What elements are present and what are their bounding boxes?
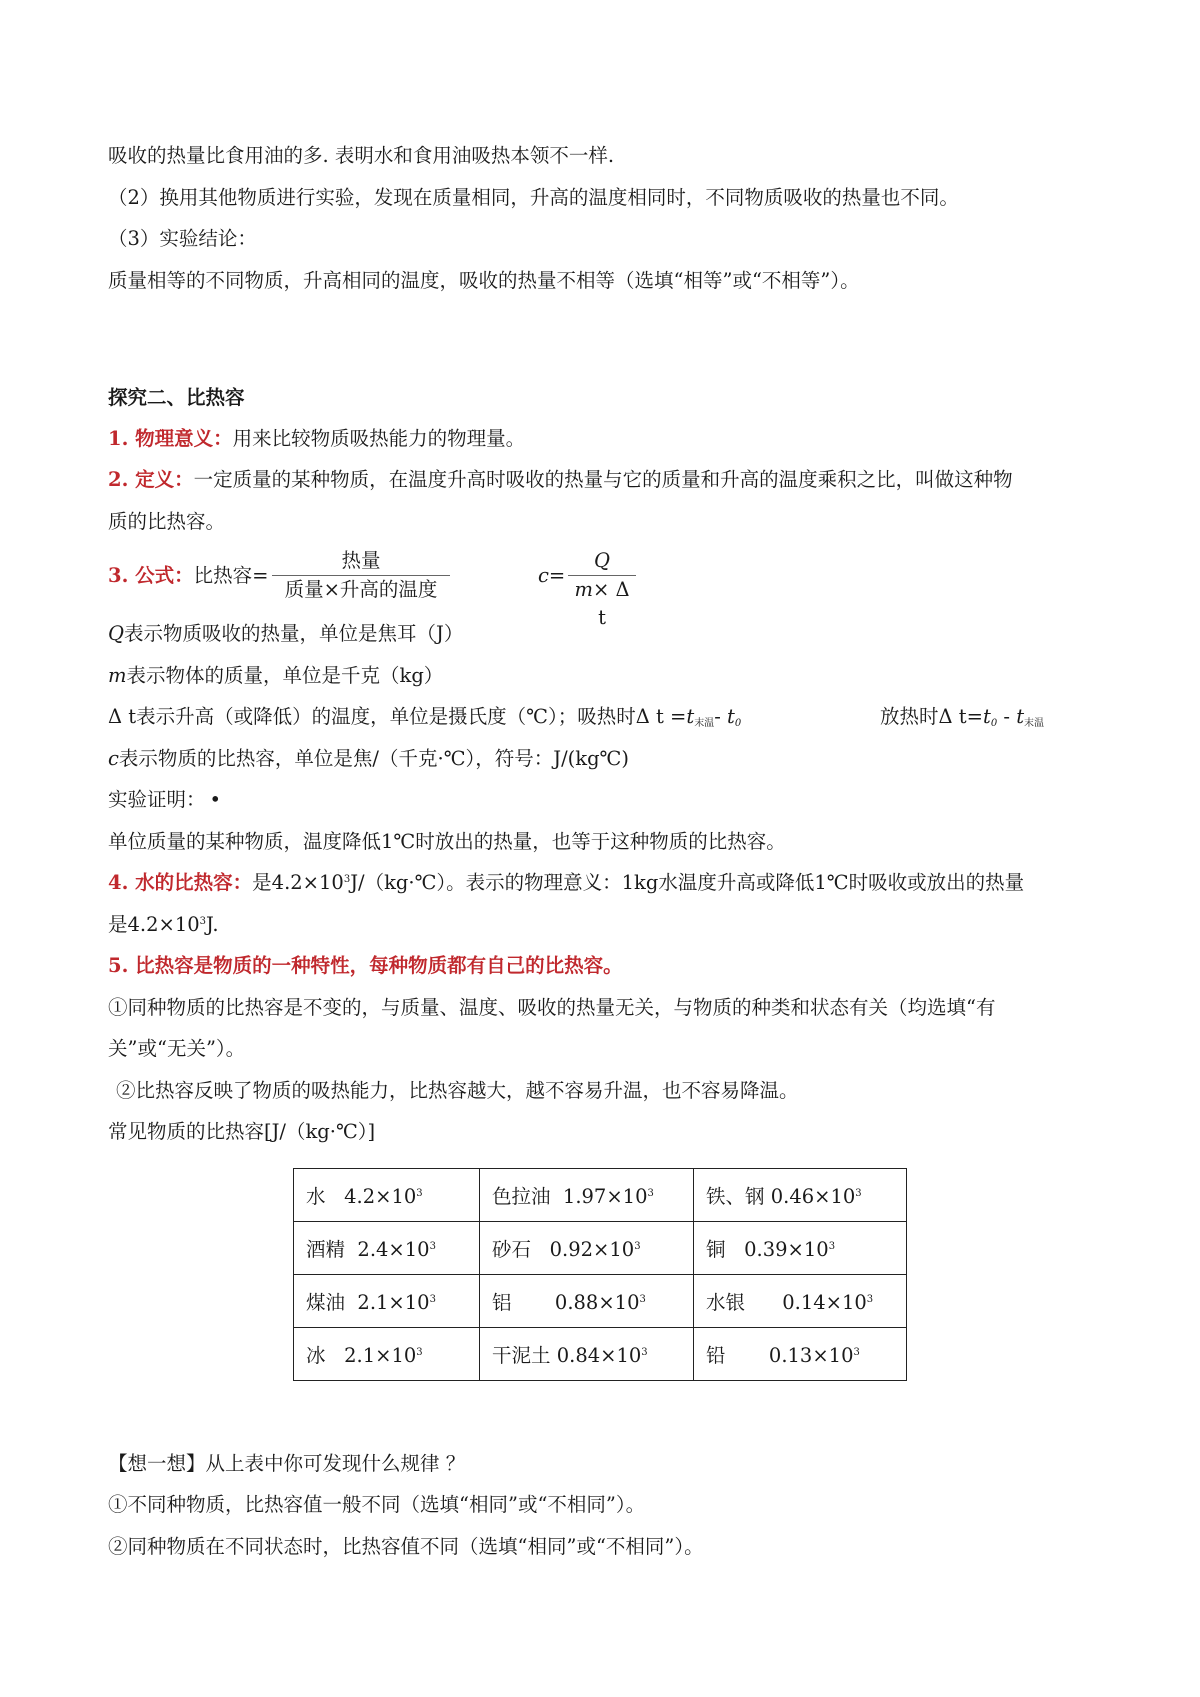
value-gap bbox=[345, 1291, 357, 1314]
value-gap bbox=[531, 1238, 550, 1261]
dt-sub1: 末温 bbox=[694, 718, 715, 729]
formula-prefix: 比热容= bbox=[193, 564, 269, 587]
heat-exponent: 3 bbox=[853, 1347, 860, 1358]
dt-minus: - bbox=[714, 705, 727, 728]
release-t1: t bbox=[1016, 705, 1025, 728]
heat-value: 1.97×10 bbox=[562, 1185, 648, 1208]
table-cell bbox=[294, 1169, 480, 1222]
table-cell bbox=[694, 1169, 907, 1222]
property-point-2: ②比热容反映了物质的吸热能力，比热容越大，越不容易升温，也不容易降温。 bbox=[116, 1079, 799, 1102]
property-point-1-cont: 关”或“无关”）。 bbox=[108, 1037, 246, 1060]
word-fraction-denominator: 质量×升高的温度 bbox=[272, 575, 450, 604]
proof-dot: • bbox=[209, 788, 222, 811]
c-symbol: c bbox=[108, 747, 119, 770]
heat-value: 0.84×10 bbox=[556, 1344, 642, 1367]
formula-c: c bbox=[538, 564, 549, 587]
table-row bbox=[294, 1169, 907, 1222]
table-cell bbox=[480, 1169, 694, 1222]
table-cell bbox=[694, 1222, 907, 1275]
intro-line-2: （2）换用其他物质进行实验，发现在质量相同，升高的温度相同时，不同物质吸收的热量也不同。 bbox=[108, 186, 959, 209]
word-fraction bbox=[272, 547, 450, 604]
heat-value: 0.39×10 bbox=[744, 1238, 829, 1261]
water-text-a: 是4.2×10 bbox=[252, 871, 344, 894]
water-cont-b: J. bbox=[206, 913, 219, 936]
value-gap bbox=[326, 1185, 345, 1208]
heat-exponent: 3 bbox=[416, 1188, 423, 1199]
c-text: 表示物质的比热容，单位是焦/（千克·℃），符号：J/(kg℃) bbox=[118, 747, 629, 770]
substance-name: 煤油 bbox=[306, 1291, 346, 1314]
formula-label: 3. 公式： bbox=[108, 564, 194, 587]
value-gap bbox=[551, 1185, 563, 1208]
table-row bbox=[294, 1275, 907, 1328]
dt-sub0: 0 bbox=[734, 718, 742, 729]
table-cell bbox=[294, 1222, 480, 1275]
think-answer-2: ②同种物质在不同状态时，比热容值不同（选填“相同”或“不相同”）。 bbox=[108, 1535, 704, 1558]
dt-t0: t bbox=[726, 705, 735, 728]
substance-name: 铜 bbox=[706, 1238, 726, 1261]
property-heading: 5. 比热容是物质的一种特性，每种物质都有自己的比热容。 bbox=[108, 954, 623, 977]
definition-cont: 质的比热容。 bbox=[108, 510, 226, 533]
dt-line bbox=[108, 703, 741, 731]
substance-name: 水 bbox=[306, 1185, 326, 1208]
release-heat-text bbox=[880, 703, 1044, 731]
symbol-fraction-numerator: Q bbox=[594, 549, 610, 572]
symbol-formula-lhs bbox=[538, 562, 565, 590]
value-gap bbox=[745, 1291, 782, 1314]
heat-value: 4.2×10 bbox=[344, 1185, 417, 1208]
definition-line bbox=[108, 466, 1013, 494]
table-cell bbox=[294, 1328, 480, 1381]
value-gap bbox=[726, 1344, 769, 1367]
substance-name: 酒精 bbox=[306, 1238, 346, 1261]
m-symbol: m bbox=[108, 664, 127, 687]
proof-line bbox=[108, 786, 221, 814]
substance-name: 砂石 bbox=[492, 1238, 532, 1261]
q-text: 表示物质吸收的热量，单位是焦耳（J） bbox=[124, 622, 464, 645]
heat-exponent: 3 bbox=[855, 1188, 862, 1199]
value-gap bbox=[726, 1238, 745, 1261]
formula-den-rest: × Δ t bbox=[592, 578, 630, 629]
definition-text: 一定质量的某种物质，在温度升高时吸收的热量与它的质量和升高的温度乘积之比，叫做这种物 bbox=[193, 468, 1013, 491]
substance-name: 铁、钢 bbox=[706, 1185, 765, 1208]
substance-name: 水银 bbox=[706, 1291, 746, 1314]
table-cell bbox=[694, 1328, 907, 1381]
release-text: 放热时Δ t= bbox=[880, 705, 983, 728]
c-line bbox=[108, 745, 629, 773]
heat-exponent: 3 bbox=[641, 1347, 648, 1358]
value-gap bbox=[326, 1344, 345, 1367]
heat-capacity-table-body bbox=[294, 1169, 907, 1381]
m-line bbox=[108, 662, 443, 690]
table-caption: 常见物质的比热容[J/（kg·℃）] bbox=[108, 1120, 376, 1143]
substance-name: 干泥土 bbox=[492, 1344, 551, 1367]
table-cell bbox=[294, 1275, 480, 1328]
think-title: 【想一想】从上表中你可发现什么规律 ？ bbox=[108, 1452, 466, 1475]
word-fraction-numerator: 热量 bbox=[341, 549, 381, 572]
dt-text: 表示升高（或降低）的温度，单位是摄氏度（℃）；吸热时Δ t = bbox=[136, 705, 687, 728]
heat-exponent: 3 bbox=[429, 1294, 436, 1305]
intro-line-1: 吸收的热量比食用油的多. 表明水和食用油吸热本领不一样. bbox=[108, 144, 615, 167]
substance-name: 冰 bbox=[306, 1344, 326, 1367]
heat-value: 0.92×10 bbox=[549, 1238, 635, 1261]
property-point-1: ①同种物质的比热容是不变的，与质量、温度、吸收的热量无关，与物质的种类和状态有关（均选填“有 bbox=[108, 996, 996, 1019]
heat-value: 0.13×10 bbox=[768, 1344, 854, 1367]
value-gap bbox=[512, 1291, 555, 1314]
substance-name: 铅 bbox=[706, 1344, 726, 1367]
heat-exponent: 3 bbox=[429, 1241, 436, 1252]
intro-conclusion: 质量相等的不同物质，升高相同的温度，吸收的热量不相等（选填“相等”或“不相等”）。 bbox=[108, 269, 860, 292]
release-sub1: 末温 bbox=[1024, 718, 1045, 729]
heat-value: 2.4×10 bbox=[357, 1238, 430, 1261]
table-row bbox=[294, 1328, 907, 1381]
formula-line bbox=[108, 562, 269, 590]
proof-label: 实验证明： bbox=[108, 788, 206, 811]
release-sub0: 0 bbox=[990, 718, 998, 729]
formula-m: m bbox=[574, 578, 593, 601]
water-label: 4. 水的比热容： bbox=[108, 871, 253, 894]
heat-value: 2.1×10 bbox=[344, 1344, 417, 1367]
substance-name: 色拉油 bbox=[492, 1185, 551, 1208]
formula-eq: = bbox=[548, 564, 566, 587]
meaning-text: 用来比较物质吸热能力的物理量。 bbox=[232, 427, 526, 450]
heat-value: 0.88×10 bbox=[554, 1291, 640, 1314]
symbol-fraction bbox=[568, 547, 636, 632]
table-cell bbox=[480, 1328, 694, 1381]
definition-label: 2. 定义： bbox=[108, 468, 194, 491]
proof-text: 单位质量的某种物质，温度降低1℃时放出的热量，也等于这种物质的比热容。 bbox=[108, 830, 786, 853]
heat-exponent: 3 bbox=[639, 1294, 646, 1305]
heat-value: 0.14×10 bbox=[782, 1291, 867, 1314]
section-title: 探究二、比热容 bbox=[108, 386, 245, 409]
water-heat-line bbox=[108, 869, 1024, 897]
dt-symbol: Δ t bbox=[108, 705, 137, 728]
water-cont-exp: 3 bbox=[199, 916, 207, 927]
heat-capacity-table bbox=[293, 1168, 907, 1381]
table-row bbox=[294, 1222, 907, 1275]
heat-exponent: 3 bbox=[828, 1241, 836, 1252]
heat-value: 2.1×10 bbox=[357, 1291, 430, 1314]
release-t0: t bbox=[982, 705, 991, 728]
heat-exponent: 3 bbox=[416, 1347, 423, 1358]
table-cell bbox=[480, 1222, 694, 1275]
q-symbol: Q bbox=[108, 622, 124, 645]
dt-t1: t bbox=[686, 705, 695, 728]
table-cell bbox=[694, 1275, 907, 1328]
meaning-label: 1. 物理意义： bbox=[108, 427, 233, 450]
q-line bbox=[108, 620, 463, 648]
substance-name: 铝 bbox=[492, 1291, 512, 1314]
value-gap bbox=[345, 1238, 357, 1261]
heat-exponent: 3 bbox=[866, 1294, 874, 1305]
m-text: 表示物体的质量，单位是千克（kg） bbox=[126, 664, 444, 687]
heat-exponent: 3 bbox=[634, 1241, 641, 1252]
table-cell bbox=[480, 1275, 694, 1328]
heat-exponent: 3 bbox=[647, 1188, 654, 1199]
heat-value: 0.46×10 bbox=[770, 1185, 856, 1208]
water-heat-cont bbox=[108, 911, 219, 939]
release-minus: - bbox=[997, 705, 1017, 728]
intro-line-3: （3）实验结论： bbox=[108, 227, 257, 250]
water-cont-a: 是4.2×10 bbox=[108, 913, 200, 936]
water-exp: 3 bbox=[343, 874, 351, 885]
think-answer-1: ①不同种物质，比热容值一般不同（选填“相同”或“不相同”）。 bbox=[108, 1493, 646, 1516]
symbol-fraction-denominator bbox=[568, 575, 636, 632]
water-text-b: J/（kg·℃）。表示的物理意义：1kg水温度升高或降低1℃时吸收或放出的热量 bbox=[350, 871, 1025, 894]
meaning-line bbox=[108, 425, 525, 453]
